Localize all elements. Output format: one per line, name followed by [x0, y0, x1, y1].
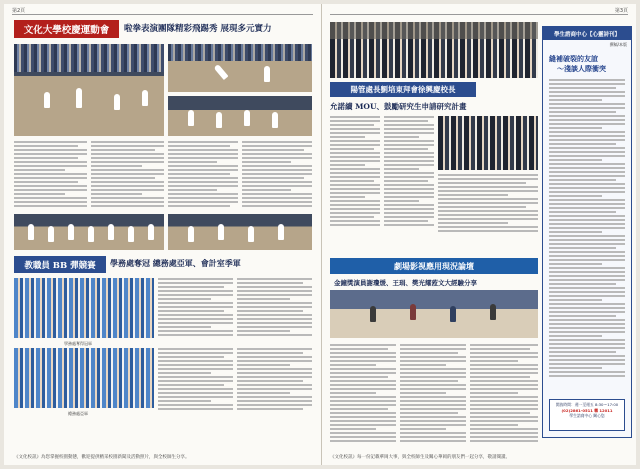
left-text-column-5	[158, 278, 233, 338]
top-article-tag: 文化大學校慶運動會	[14, 20, 119, 38]
right-text-column-6	[470, 344, 538, 444]
team-performance-photo	[168, 96, 312, 136]
right-footer-note: 《文化校訊》每一份記載華岡大事，與全校師生及關心華岡的朋友們一起分享，敬請閱讀。	[330, 455, 510, 460]
sidebar-header: 學生諮商中心【心靈詩刊】	[543, 27, 631, 40]
left-text-column-1	[14, 141, 87, 209]
left-text-column-6	[237, 278, 312, 338]
taekwondo-demo-photo	[14, 44, 164, 136]
sidebar-byline: 撰稿/本版	[609, 42, 627, 47]
contact-phone: (02)2861-0511 轉 12011	[561, 407, 613, 413]
counseling-center-sidebar	[542, 26, 632, 438]
sidebar-title	[549, 54, 625, 74]
runner-up-caption: 總務處亞軍	[68, 411, 88, 416]
right-top-rule	[330, 14, 628, 15]
dance-line-photo	[14, 214, 164, 250]
right-text-column-4	[330, 344, 396, 444]
sidebar-title-line-1: 縫補破裂的友誼	[549, 54, 598, 63]
top-article-headline: 啦拳表演團隊精彩飛踢秀 展現多元實力	[124, 24, 272, 34]
winning-team-photo	[14, 278, 154, 338]
sidebar-title-line-2: ～淺談人際衝突	[557, 64, 606, 73]
cheer-team-photo	[168, 214, 312, 250]
sidebar-contact-box	[549, 399, 625, 431]
left-page	[4, 4, 322, 465]
runner-up-team-photo	[14, 348, 154, 408]
visit-article-headline: 允諾續 MOU、鼓勵研究生申請研究計畫	[330, 102, 467, 111]
left-top-rule	[12, 14, 313, 15]
president-meeting-photo	[438, 116, 538, 170]
contact-slogan: 學生諮商中心 關心您	[569, 413, 605, 419]
right-page	[322, 4, 636, 465]
right-text-column-5	[400, 344, 466, 444]
forum-article-tag: 劇場影視應用現況論壇	[330, 258, 538, 274]
left-page-number: 第2頁	[12, 8, 26, 14]
forum-article-headline: 金鐘獎演員謝瓊煖、王琄、樊光耀蒞文大經驗分享	[334, 279, 477, 287]
visit-article-tag: 陽管處長劉培東拜會徐興慶校長	[330, 82, 476, 97]
sidebar-body-text	[549, 79, 625, 391]
newspaper-spread	[4, 4, 636, 465]
right-text-column-1	[330, 116, 380, 234]
winning-team-caption: 學務處奪得冠軍	[64, 341, 92, 346]
left-footer-note: 《文化校訊》為您掌握校園動態，歡迎提供精采校園新聞及活動照片，與全校師生分享。	[14, 455, 190, 460]
left-text-column-4	[242, 141, 312, 209]
right-text-column-2	[384, 116, 434, 234]
flying-kick-photo	[168, 44, 312, 92]
bottom-article-headline: 學務處奪冠 總務處亞軍、會計室季軍	[110, 258, 241, 268]
left-text-column-8	[237, 348, 312, 414]
left-text-column-2	[91, 141, 164, 209]
right-page-number: 第3頁	[614, 8, 628, 14]
bottom-article-tag: 教職員 BB 彈競賽	[14, 256, 106, 273]
forum-panel-photo	[330, 290, 538, 338]
contact-hours: 開放時間：週一至週五 8:30～17:00	[555, 402, 619, 407]
left-text-column-3	[168, 141, 238, 209]
right-text-column-3	[438, 174, 538, 234]
visit-group-photo	[330, 22, 538, 78]
left-text-column-7	[158, 348, 233, 414]
